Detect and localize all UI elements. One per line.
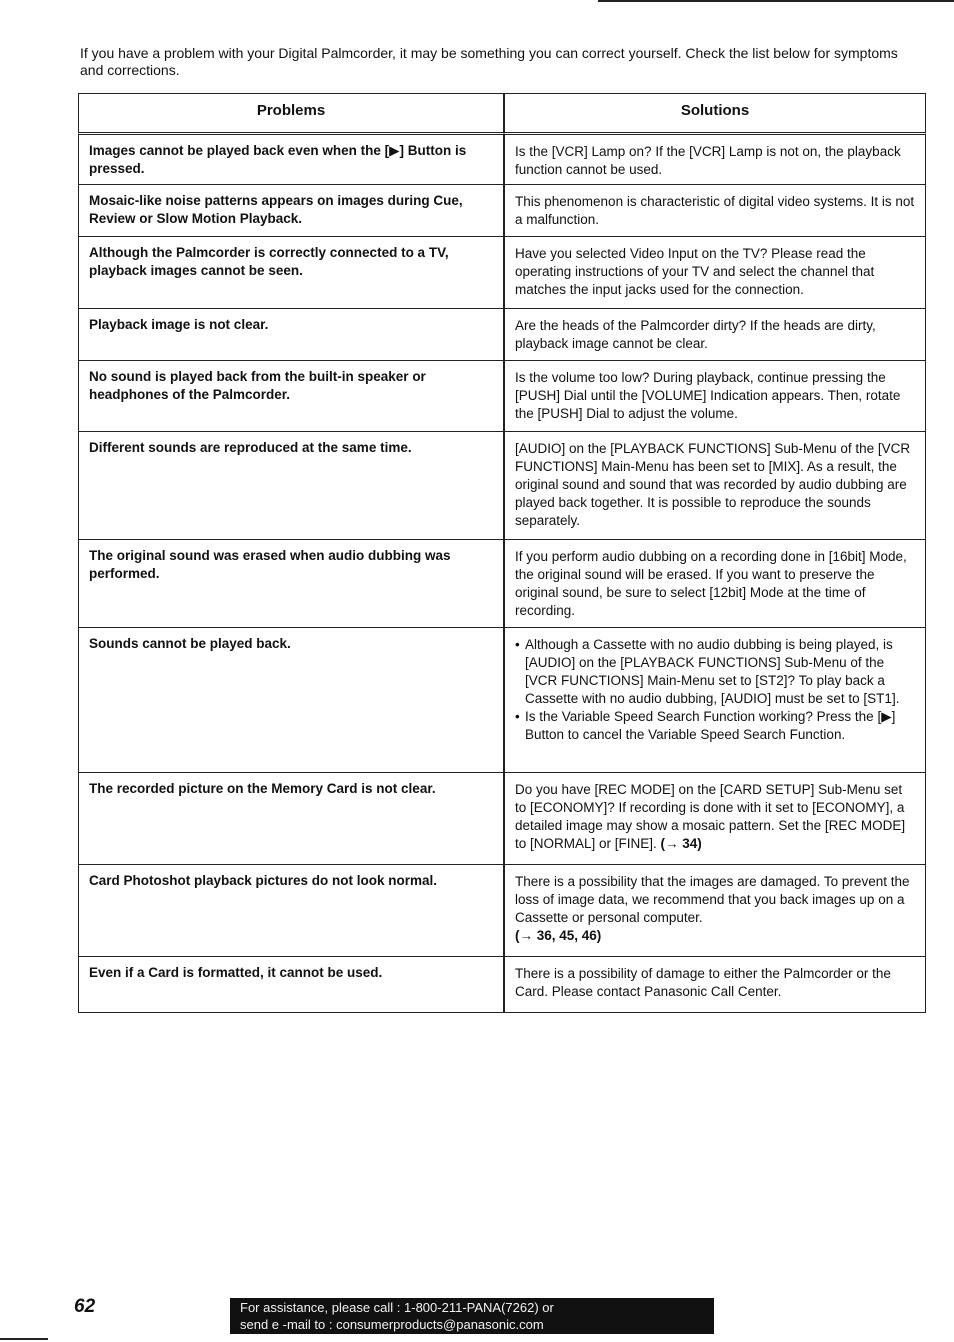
problem-cell: No sound is played back from the built-in speaker or headphones of the Palmcorder.	[78, 360, 504, 432]
problem-cell: Mosaic-like noise patterns appears on images during Cue, Review or Slow Motion Playback.	[78, 184, 504, 237]
troubleshooting-table	[78, 93, 926, 1013]
problem-cell: Card Photoshot playback pictures do not look normal.	[78, 864, 504, 957]
solution-cell	[504, 772, 926, 865]
footer-email-line: send e -mail to : consumerproducts@panasonic.com	[240, 1317, 544, 1332]
top-rule	[598, 0, 954, 2]
solutions-header: Solutions	[504, 93, 926, 135]
solution-cell	[504, 864, 926, 957]
solution-cell: Have you selected Video Input on the TV? Please read the operating instructions of your TV and select the channel that matches the input jacks used for the connection.	[504, 236, 926, 309]
table-row	[78, 865, 926, 957]
footer-phone-line: For assistance, please call : 1-800-211-PANA(7262) or	[240, 1300, 554, 1315]
table-row	[78, 540, 926, 628]
problem-cell: The recorded picture on the Memory Card is not clear.	[78, 772, 504, 865]
table-row	[78, 432, 926, 540]
bottom-rule	[0, 1338, 48, 1340]
problem-cell: Even if a Card is formatted, it cannot be used.	[78, 956, 504, 1013]
solution-cell: [AUDIO] on the [PLAYBACK FUNCTIONS] Sub-Menu of the [VCR FUNCTIONS] Main-Menu has been set to [MIX]. As a result, the original sound and sound that was recorded by audio dubbing are played back together. It is possible to reproduce the sounds separately.	[504, 431, 926, 540]
table-row	[78, 957, 926, 1013]
problem-cell: Different sounds are reproduced at the same time.	[78, 431, 504, 540]
solution-cell: Is the volume too low? During playback, continue pressing the [PUSH] Dial until the [VOLUME] Indication appears. Then, rotate the [PUSH] Dial to adjust the volume.	[504, 360, 926, 432]
table-row	[78, 185, 926, 237]
table-row	[78, 773, 926, 865]
solution-bullet-list	[515, 636, 915, 744]
table-header-row	[78, 93, 926, 135]
table-row	[78, 361, 926, 432]
solution-bullet: • Is the Variable Speed Search Function working? Press the [▶] Button to cancel the Variable Speed Search Function.	[515, 708, 915, 744]
table-row	[78, 237, 926, 309]
problem-cell: Although the Palmcorder is correctly connected to a TV, playback images cannot be seen.	[78, 236, 504, 309]
problem-cell: The original sound was erased when audio dubbing was performed.	[78, 539, 504, 628]
solution-cell: If you perform audio dubbing on a recording done in [16bit] Mode, the original sound will be erased. If you want to preserve the original sound, be sure to select [12bit] Mode at the time of recording.	[504, 539, 926, 628]
solution-cell: This phenomenon is characteristic of digital video systems. It is not a malfunction.	[504, 184, 926, 237]
solution-cell: There is a possibility of damage to either the Palmcorder or the Card. Please contact Panasonic Call Center.	[504, 956, 926, 1013]
solution-bullet: • Although a Cassette with no audio dubbing is being played, is [AUDIO] on the [PLAYBACK FUNCTIONS] Sub-Menu of the [VCR FUNCTIONS] Main-Menu set to [ST2]? To play back a Cassette with no audio dubbing, [AUDIO] must be set to [ST1].	[515, 636, 915, 708]
solution-cell: Is the [VCR] Lamp on? If the [VCR] Lamp is not on, the playback function cannot be used.	[504, 134, 926, 185]
problem-cell: Sounds cannot be played back.	[78, 627, 504, 773]
solution-text: There is a possibility that the images are damaged. To prevent the loss of image data, we recommend that you back images up on a Cassette or personal computer.	[515, 874, 910, 925]
solution-cell	[504, 627, 926, 773]
assistance-footer	[230, 1298, 714, 1334]
problems-header: Problems	[78, 93, 504, 135]
intro-text: If you have a problem with your Digital Palmcorder, it may be something you can correct yourself. Check the list below for symptoms and corrections.	[80, 45, 898, 78]
solution-cell: Are the heads of the Palmcorder dirty? If the heads are dirty, playback image cannot be clear.	[504, 308, 926, 361]
table-row	[78, 135, 926, 185]
table-row	[78, 309, 926, 361]
problem-cell: Images cannot be played back even when the [▶] Button is pressed.	[78, 134, 504, 185]
page-reference: (→ 36, 45, 46)	[515, 928, 602, 943]
page-reference: (→ 34)	[660, 836, 702, 851]
page-number: 62	[74, 1296, 96, 1317]
table-row	[78, 628, 926, 773]
problem-cell: Playback image is not clear.	[78, 308, 504, 361]
solution-text: Do you have [REC MODE] on the [CARD SETUP] Sub-Menu set to [ECONOMY]? If recording is done with it set to [ECONOMY], a detailed image may show a mosaic pattern. Set the [REC MODE] to [NORMAL] or [FINE].	[515, 782, 906, 851]
